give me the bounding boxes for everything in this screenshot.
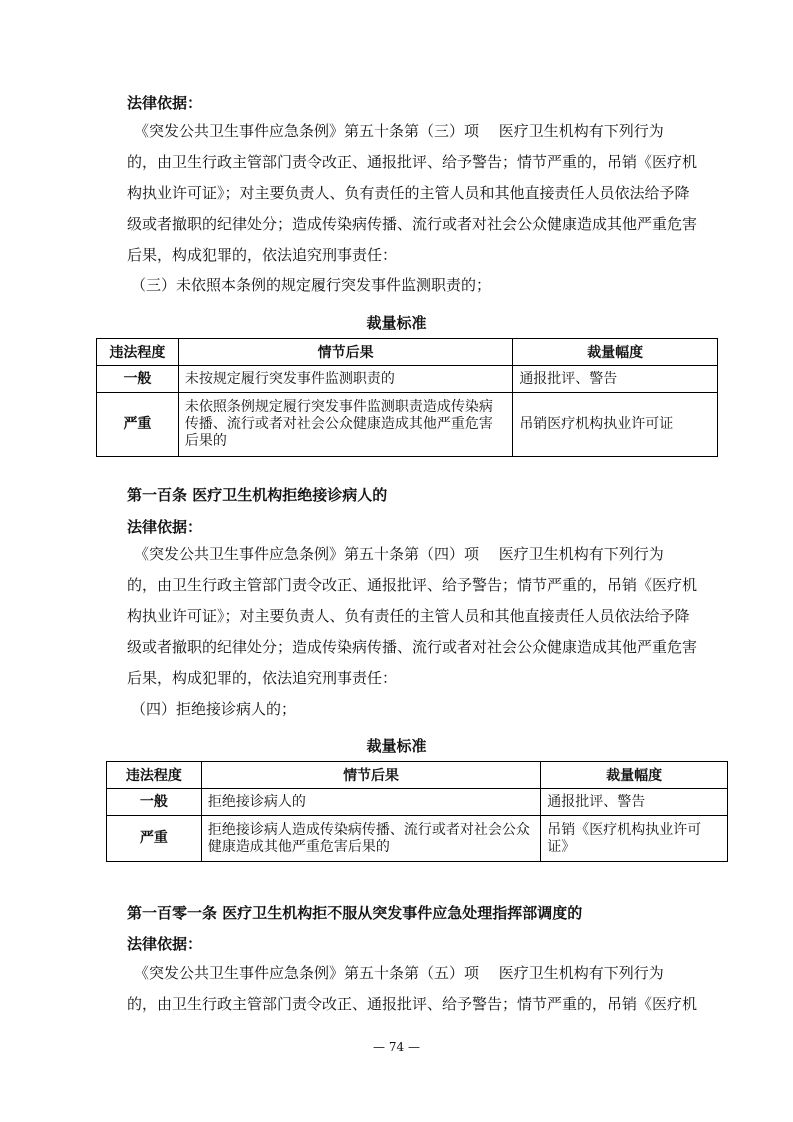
table-header-row (107, 762, 728, 789)
paragraph-line: 级或者撤职的纪律处分；造成传染病传播、流行或者对社会公众健康造成其他严重危害 (127, 215, 698, 233)
table-caption: 裁量标准 (366, 314, 427, 332)
paragraph-line: 构执业许可证》；对主要负责人、负有责任的主管人员和其他直接责任人员依法给予降 (127, 184, 690, 202)
table-caption: 裁量标准 (366, 737, 427, 755)
article-heading: 第一百条 医疗卫生机构拒绝接诊病人的 (127, 486, 388, 504)
cell-penalty: 吊销《医疗机构执业许可证》 (541, 816, 728, 862)
legal-basis-label: 法律依据： (127, 518, 203, 536)
cell-circumstance: 拒绝接诊病人的 (201, 789, 540, 816)
paragraph-line: 《突发公共卫生事件应急条例》第五十条第（三）项 医疗卫生机构有下列行为 (134, 122, 664, 140)
article-heading: 第一百零一条 医疗卫生机构拒不服从突发事件应急处理指挥部调度的 (127, 904, 583, 922)
list-item: （四）拒绝接诊病人的； (131, 700, 297, 718)
cell-circumstance: 未按规定履行突发事件监测职责的 (178, 366, 512, 393)
cell-circumstance: 拒绝接诊病人造成传染病传播、流行或者对社会公众健康造成其他严重危害后果的 (201, 816, 540, 862)
paragraph-line: 的，由卫生行政主管部门责令改正、通报批评、给予警告；情节严重的，吊销《医疗机 (127, 995, 698, 1013)
legal-basis-label: 法律依据： (127, 935, 203, 953)
cell-level: 严重 (97, 393, 179, 457)
page-number: — 74 — (373, 1040, 420, 1054)
header-penalty-range: 裁量幅度 (513, 339, 718, 366)
header-circumstance: 情节后果 (201, 762, 540, 789)
cell-level: 一般 (107, 789, 202, 816)
cell-penalty: 吊销医疗机构执业许可证 (513, 393, 718, 457)
cell-penalty: 通报批评、警告 (513, 366, 718, 393)
header-circumstance: 情节后果 (178, 339, 512, 366)
paragraph-line: 后果，构成犯罪的，依法追究刑事责任： (127, 669, 398, 687)
paragraph-line: 构执业许可证》；对主要负责人、负有责任的主管人员和其他直接责任人员依法给予降 (127, 607, 690, 625)
discretion-table (96, 338, 718, 457)
table-header-row (97, 339, 718, 366)
paragraph-line: 《突发公共卫生事件应急条例》第五十条第（四）项 医疗卫生机构有下列行为 (134, 545, 664, 563)
table-row (107, 789, 728, 816)
list-item: （三）未依照本条例的规定履行突发事件监测职责的； (131, 276, 492, 294)
cell-level: 一般 (97, 366, 179, 393)
paragraph-line: 《突发公共卫生事件应急条例》第五十条第（五）项 医疗卫生机构有下列行为 (134, 964, 664, 982)
table-row (97, 366, 718, 393)
header-violation-degree: 违法程度 (107, 762, 202, 789)
paragraph-line: 级或者撤职的纪律处分；造成传染病传播、流行或者对社会公众健康造成其他严重危害 (127, 638, 698, 656)
cell-penalty: 通报批评、警告 (541, 789, 728, 816)
cell-circumstance: 未依照条例规定履行突发事件监测职责造成传染病传播、流行或者对社会公众健康造成其他严重危害后果的 (178, 393, 512, 457)
legal-basis-label: 法律依据： (127, 94, 203, 112)
paragraph-line: 的，由卫生行政主管部门责令改正、通报批评、给予警告；情节严重的，吊销《医疗机 (127, 153, 698, 171)
table-row (97, 393, 718, 457)
header-violation-degree: 违法程度 (97, 339, 179, 366)
discretion-table (106, 761, 728, 862)
paragraph-line: 后果，构成犯罪的，依法追究刑事责任： (127, 246, 398, 264)
paragraph-line: 的，由卫生行政主管部门责令改正、通报批评、给予警告；情节严重的，吊销《医疗机 (127, 576, 698, 594)
cell-level: 严重 (107, 816, 202, 862)
header-penalty-range: 裁量幅度 (541, 762, 728, 789)
table-row (107, 816, 728, 862)
